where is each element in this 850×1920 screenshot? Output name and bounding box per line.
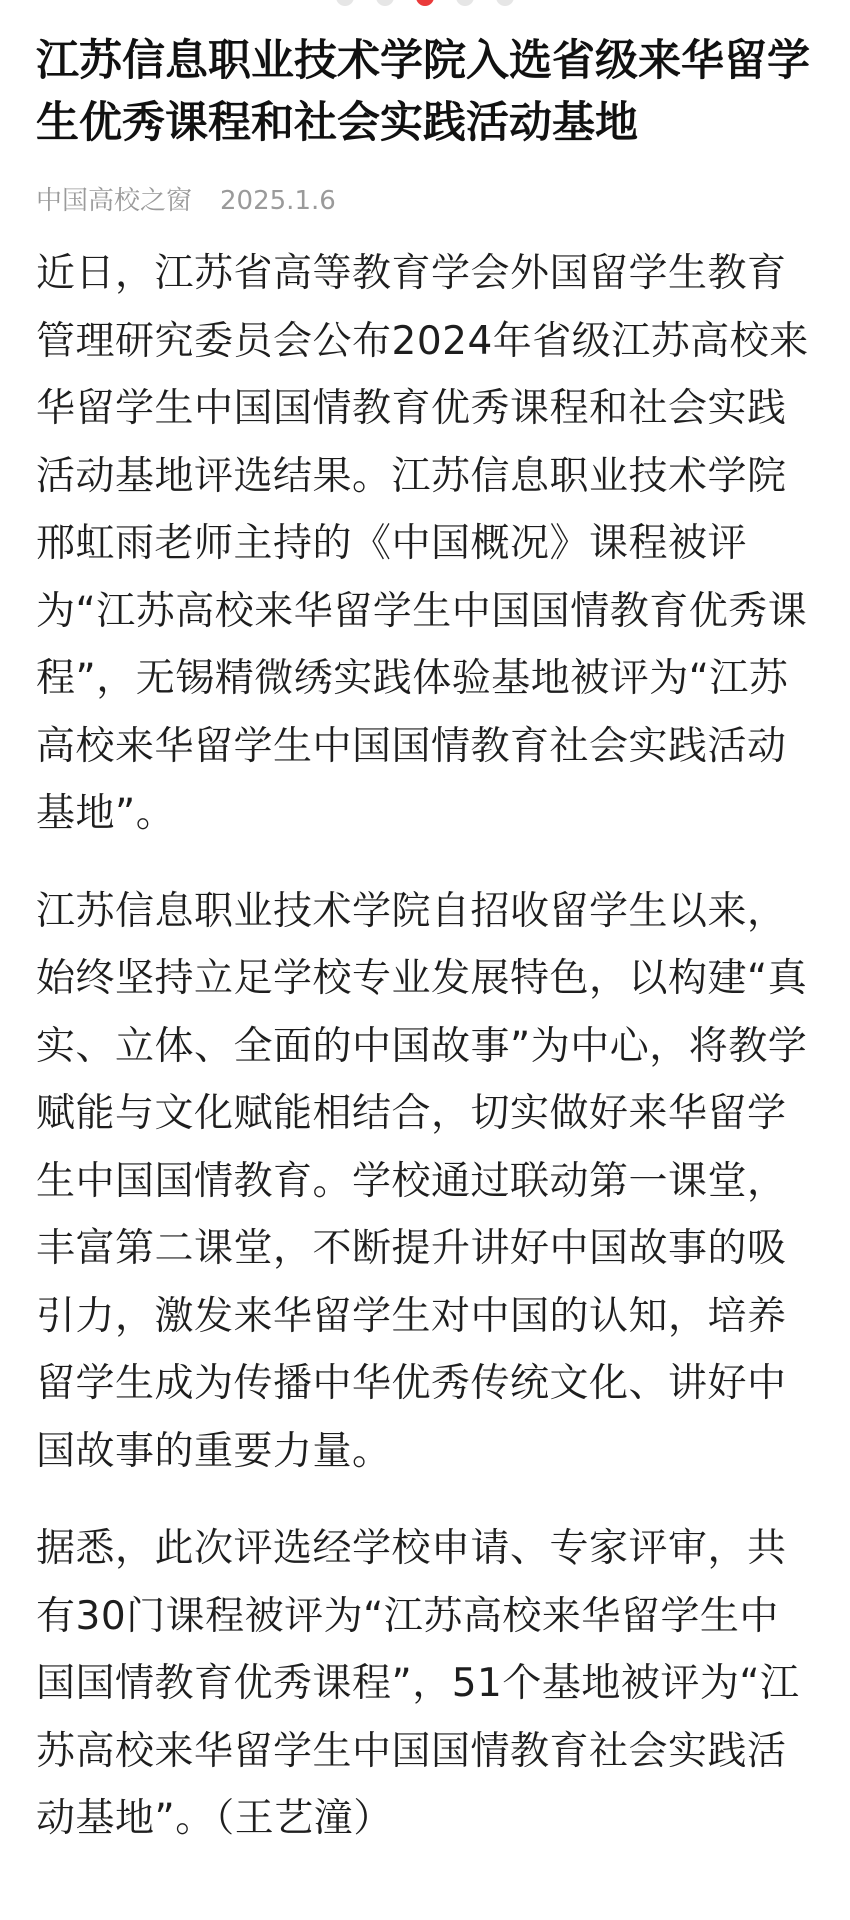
article-meta [36,184,816,218]
carousel-dot[interactable] [336,0,354,6]
carousel-dot-active[interactable] [416,0,434,6]
carousel-dot[interactable] [496,0,514,6]
article-paragraph: 据悉，此次评选经学校申请、专家评审，共有30门课程被评为“江苏高校来华留学生中国国情教育优秀课程”，51个基地被评为“江苏高校来华留学生中国国情教育社会实践活动基地”。（王艺潼） [36,1526,800,1841]
article-date: 2025.1.6 [220,186,336,216]
carousel-dot[interactable] [376,0,394,6]
article-paragraph: 近日，江苏省高等教育学会外国留学生教育管理研究委员会公布2024年省级江苏高校来华留学生中国国情教育优秀课程和社会实践活动基地评选结果。江苏信息职业技术学院邢虹雨老师主持的《中国概况》课程被评为“江苏高校来华留学生中国国情教育优秀课程”，无锡精微绣实践体验基地被评为“江苏高校来华留学生中国国情教育社会实践活动基地”。 [36,251,809,836]
article-title: 江苏信息职业技术学院入选省级来华留学生优秀课程和社会实践活动基地 [36,36,810,148]
article-paragraph: 江苏信息职业技术学院自招收留学生以来，始终坚持立足学校专业发展特色，以构建“真实、立体、全面的中国故事”为中心，将教学赋能与文化赋能相结合，切实做好来华留学生中国国情教育。学校通过联动第一课堂，丰富第二课堂，不断提升讲好中国故事的吸引力，激发来华留学生对中国的认知，培养留学生成为传播中华优秀传统文化、讲好中国故事的重要力量。 [36,888,808,1474]
article [36,30,816,1883]
article-source[interactable]: 中国高校之窗 [36,186,193,216]
carousel-dot[interactable] [456,0,474,6]
article-body [36,240,816,1853]
carousel-indicator [0,0,850,10]
